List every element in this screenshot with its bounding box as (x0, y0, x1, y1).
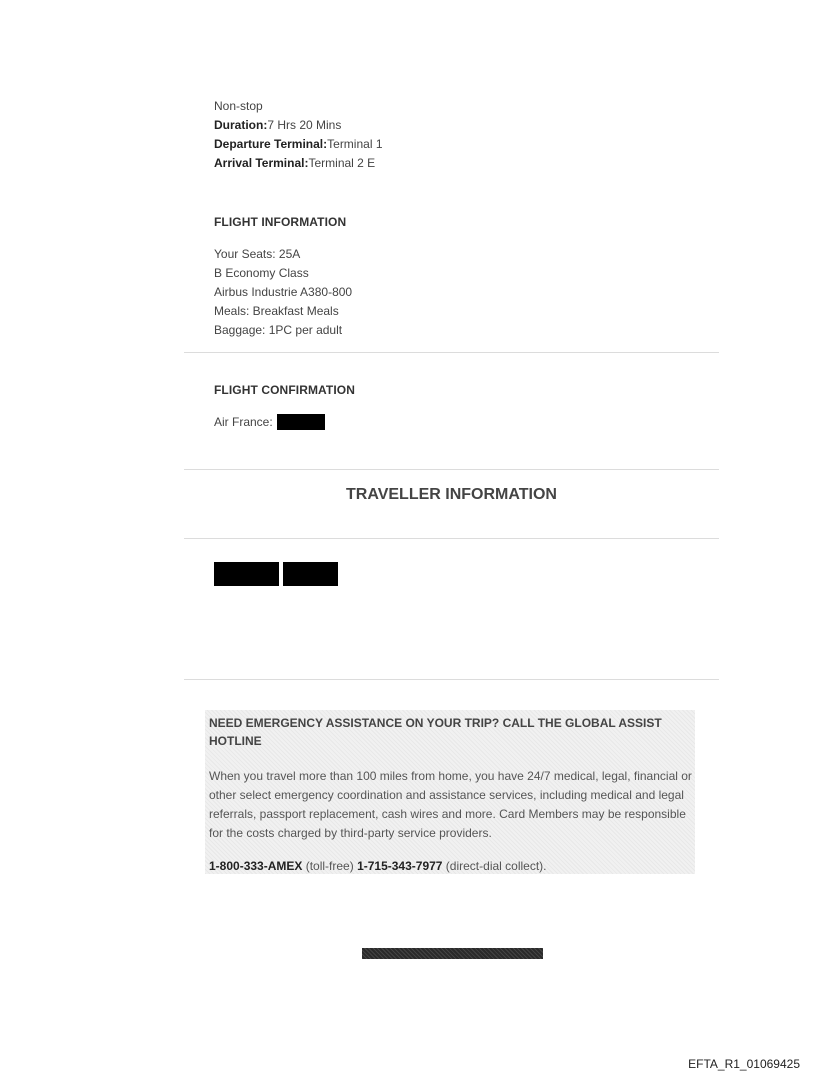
emergency-phones (209, 858, 693, 874)
flight-information-list (214, 245, 352, 340)
traveller-information-heading: TRAVELLER INFORMATION (346, 486, 557, 503)
divider (184, 352, 719, 353)
stops-text: Non-stop (214, 99, 263, 113)
direct-note: (direct-dial collect). (442, 859, 547, 873)
redaction-bar (362, 948, 543, 959)
phone-direct: 1-715-343-7977 (357, 859, 443, 873)
departure-terminal-value: Terminal 1 (327, 137, 383, 151)
arrival-terminal-label: Arrival Terminal: (214, 156, 309, 170)
divider (184, 538, 719, 539)
departure-terminal-row (214, 135, 383, 154)
document-id: EFTA_R1_01069425 (688, 1057, 800, 1071)
divider (184, 469, 719, 470)
emergency-assistance-box (205, 710, 695, 874)
flight-information-title: FLIGHT INFORMATION (214, 215, 347, 229)
redaction-traveller-first-name (214, 562, 279, 586)
phone-tollfree: 1-800-333-AMEX (209, 859, 303, 873)
duration-label: Duration: (214, 118, 268, 132)
arrival-terminal-row (214, 154, 383, 173)
duration-value: 7 Hrs 20 Mins (267, 118, 342, 132)
departure-terminal-label: Departure Terminal: (214, 137, 328, 151)
aircraft-text: Airbus Industrie A380-800 (214, 285, 353, 299)
redaction-confirmation-number (277, 414, 325, 430)
flight-details (214, 97, 383, 173)
class-text: B Economy Class (214, 266, 309, 280)
flight-confirmation-title: FLIGHT CONFIRMATION (214, 383, 355, 397)
redaction-traveller-last-name (283, 562, 338, 586)
emergency-body: When you travel more than 100 miles from home, you have 24/7 medical, legal, financial or other select emergency coordination and assistance services, including medical and legal referrals, passport replacement, cash wires and more. Card Members may be responsible for the costs charged by third-party service providers. (209, 769, 692, 840)
meals-text: Meals: Breakfast Meals (214, 304, 339, 318)
airline-confirmation-label: Air France: (214, 415, 273, 429)
arrival-terminal-value: Terminal 2 E (308, 156, 376, 170)
duration-row (214, 116, 383, 135)
divider (184, 679, 719, 680)
baggage-text: Baggage: 1PC per adult (214, 323, 343, 337)
tollfree-note: (toll-free) (302, 859, 358, 873)
seats-text: Your Seats: 25A (214, 247, 301, 261)
emergency-title: NEED EMERGENCY ASSISTANCE ON YOUR TRIP? CALL THE GLOBAL ASSIST HOTLINE (209, 716, 662, 748)
